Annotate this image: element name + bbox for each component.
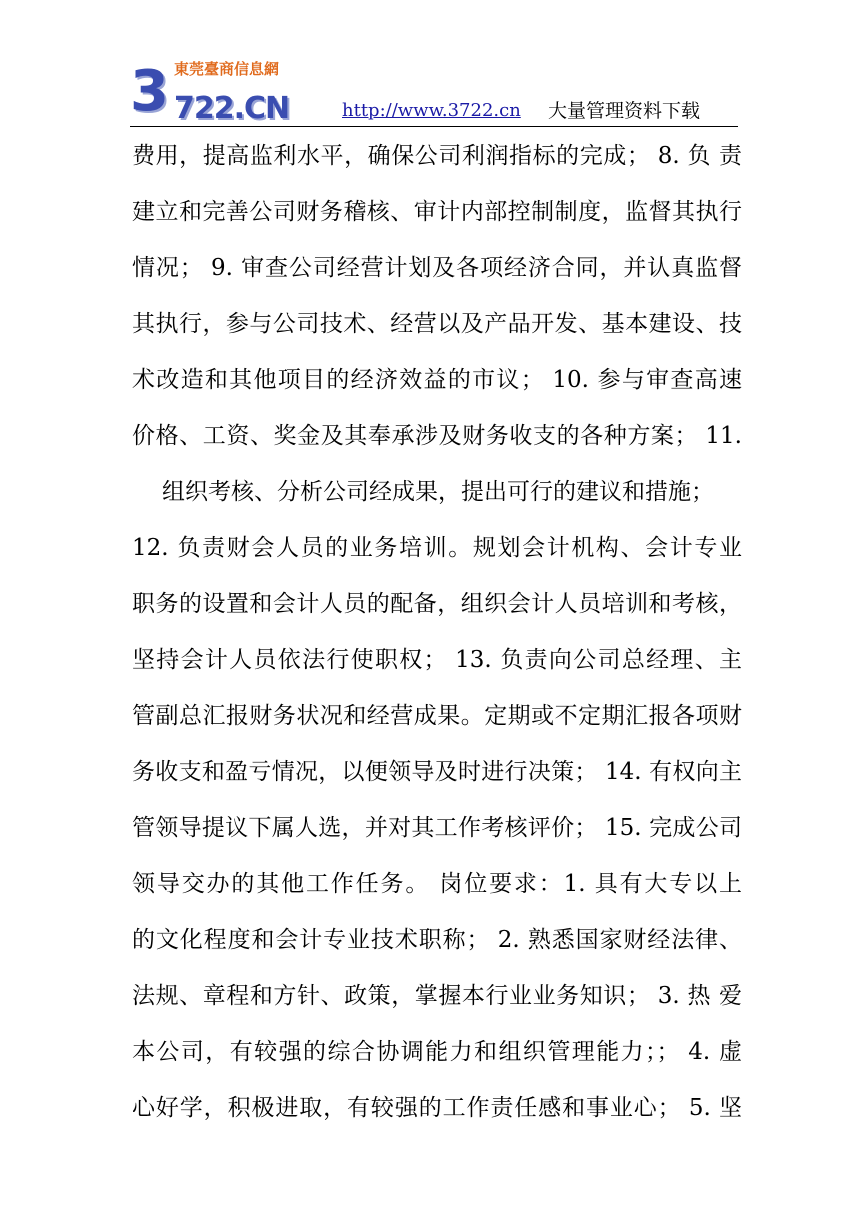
body-line: 坚持会计人员依法行使职权； 13. 负责向公司总经理、主 xyxy=(132,647,742,673)
logo-number: 3 xyxy=(130,59,167,124)
body-line: 管副总汇报财务状况和经营成果。定期或不定期汇报各项财 xyxy=(132,703,742,729)
body-line: 其执行，参与公司技术、经营以及产品开发、基本建设、技 xyxy=(132,311,742,337)
body-line: 的文化程度和会计专业技术职称； 2. 熟悉国家财经法律、 xyxy=(132,927,742,953)
body-line: 法规、章程和方针、政策，掌握本行业业务知识； 3. 热 爱 xyxy=(132,983,742,1009)
logo-domain: 722.CN xyxy=(174,91,290,126)
body-line: 领导交办的其他工作任务。 岗位要求：1. 具有大专以上 xyxy=(132,871,742,897)
body-line: 建立和完善公司财务稽核、审计内部控制制度，监督其执行 xyxy=(132,199,742,225)
body-line: 务收支和盈亏情况，以便领导及时进行决策； 14. 有权向主 xyxy=(132,759,742,785)
page-header xyxy=(0,0,868,130)
body-line: 管领导提议下属人选，并对其工作考核评价； 15. 完成公司 xyxy=(132,815,742,841)
header-tagline: 大量管理资料下载 xyxy=(548,100,701,122)
site-logo[interactable] xyxy=(130,60,310,126)
body-line: 组织考核、分析公司经成果，提出可行的建议和措施； xyxy=(162,479,714,505)
header-divider xyxy=(130,126,738,127)
body-line: 职务的设置和会计人员的配备，组织会计人员培训和考核， xyxy=(132,591,742,617)
body-line: 本公司，有较强的综合协调能力和组织管理能力；； 4. 虚 xyxy=(132,1039,742,1065)
body-line: 术改造和其他项目的经济效益的市议； 10. 参与审查高速 xyxy=(132,367,742,393)
body-line: 费用，提高监利水平，确保公司利润指标的完成； 8. 负 责 xyxy=(132,143,742,169)
site-url-link[interactable]: http://www.3722.cn xyxy=(342,100,521,121)
body-line: 心好学，积极进取，有较强的工作责任感和事业心； 5. 坚 xyxy=(132,1095,742,1121)
logo-chinese-name: 東莞臺商信息網 xyxy=(174,60,280,78)
body-line: 价格、工资、奖金及其奉承涉及财务收支的各种方案； 11. xyxy=(132,423,742,449)
body-line: 12. 负责财会人员的业务培训。规划会计机构、会计专业 xyxy=(132,535,742,561)
body-line: 情况； 9. 审查公司经营计划及各项经济合同，并认真监督 xyxy=(132,255,742,281)
document-body xyxy=(132,136,742,1144)
